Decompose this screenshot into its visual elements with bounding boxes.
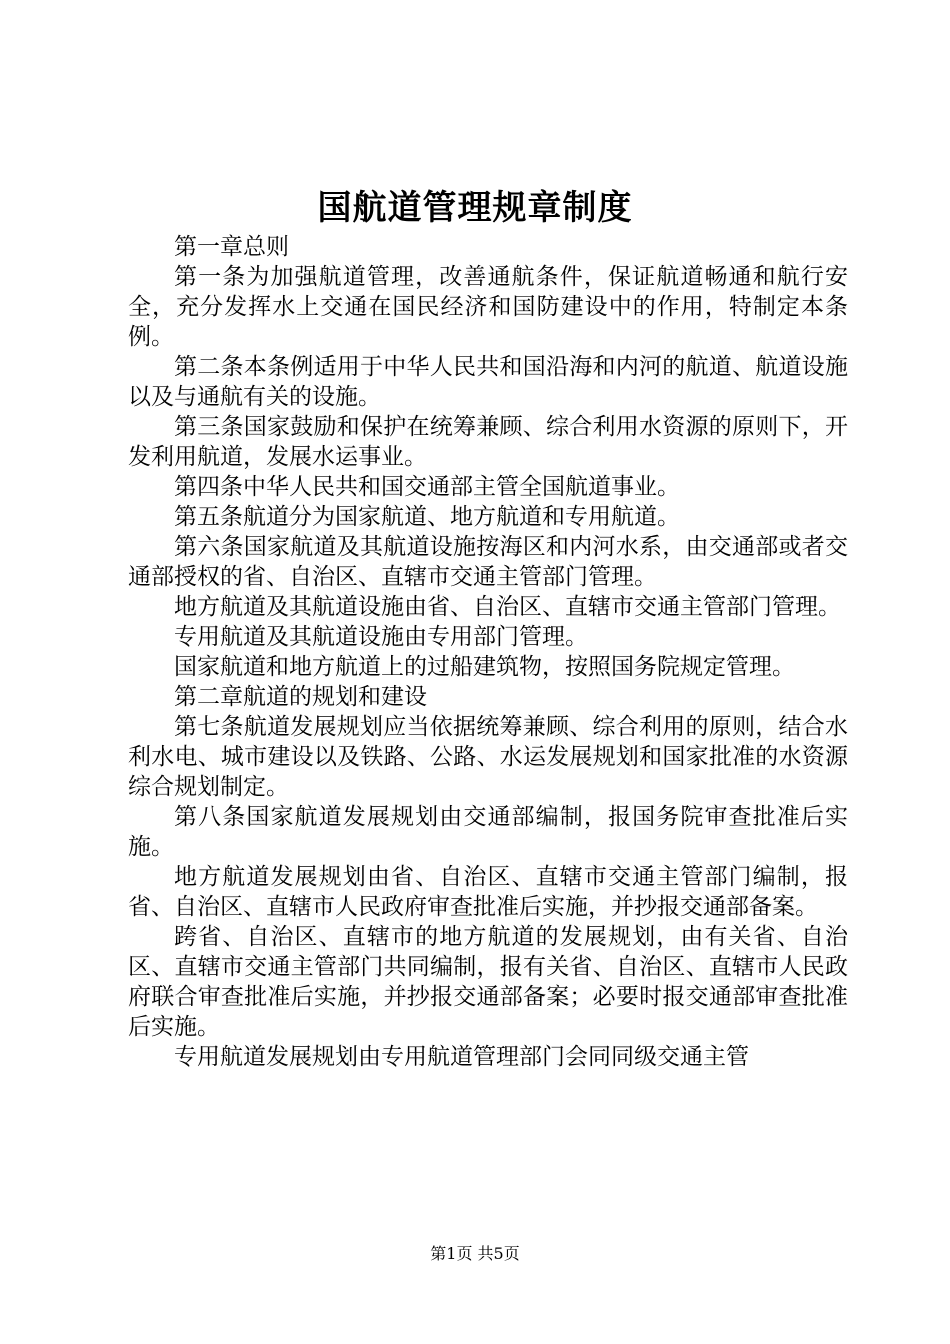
document-title: 国航道管理规章制度 [317, 188, 633, 228]
document-body [128, 232, 848, 1072]
paragraph: 地方航道及其航道设施由省、自治区、直辖市交通主管部门管理。 [174, 594, 841, 620]
paragraph: 专用航道及其航道设施由专用部门管理。 [174, 624, 588, 650]
paragraph: 第八条国家航道发展规划由交通部编制，报国务院审查批准后实施。 [128, 804, 848, 860]
paragraph: 第四条中华人民共和国交通部主管全国航道事业。 [174, 474, 680, 500]
paragraph: 第二条本条例适用于中华人民共和国沿海和内河的航道、航道设施以及与通航有关的设施。 [128, 354, 848, 410]
paragraph: 跨省、自治区、直辖市的地方航道的发展规划，由有关省、自治区、直辖市交通主管部门共同编制，报有关省、自治区、直辖市人民政府联合审查批准后实施，并抄报交通部备案；必要时报交通部审查批准后实施。 [128, 924, 848, 1040]
paragraph: 第三条国家鼓励和保护在统筹兼顾、综合利用水资源的原则下，开发利用航道，发展水运事业。 [128, 414, 848, 470]
paragraph: 第七条航道发展规划应当依据统筹兼顾、综合利用的原则，结合水利水电、城市建设以及铁路、公路、水运发展规划和国家批准的水资源综合规划制定。 [128, 714, 848, 800]
chapter-heading: 第一章总则 [174, 234, 289, 260]
paragraph: 地方航道发展规划由省、自治区、直辖市交通主管部门编制，报省、自治区、直辖市人民政府审查批准后实施，并抄报交通部备案。 [128, 864, 848, 920]
paragraph: 第五条航道分为国家航道、地方航道和专用航道。 [174, 504, 680, 530]
paragraph: 第一条为加强航道管理，改善通航条件，保证航道畅通和航行安全，充分发挥水上交通在国民经济和国防建设中的作用，特制定本条例。 [128, 264, 848, 350]
paragraph: 第六条国家航道及其航道设施按海区和内河水系，由交通部或者交通部授权的省、自治区、直辖市交通主管部门管理。 [128, 534, 848, 590]
chapter-heading: 第二章航道的规划和建设 [174, 684, 427, 710]
paragraph: 国家航道和地方航道上的过船建筑物，按照国务院规定管理。 [174, 654, 795, 680]
page-number-footer: 第1页 共5页 [430, 1244, 520, 1263]
paragraph: 专用航道发展规划由专用航道管理部门会同同级交通主管 [174, 1044, 749, 1070]
